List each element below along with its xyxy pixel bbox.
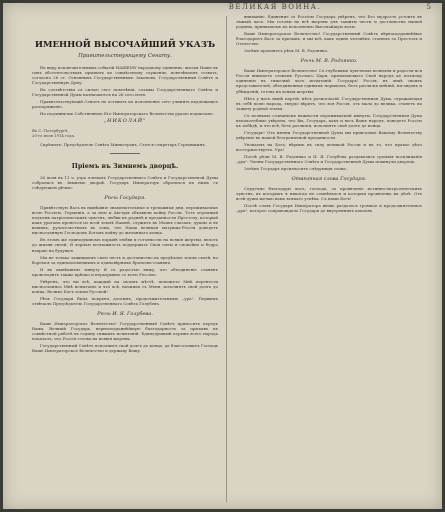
speech-paragraph: И въ нынѣшнюю минуту Я съ радостью вижу, что объединенiе славянъ происходитъ также крѣпко и неразрывно со всею Россiею. (32, 266, 218, 277)
speech-heading-golubev: Рѣчь И. Я. Голубева. (97, 311, 153, 317)
reply-speech-body (236, 186, 422, 213)
speech-paragraph: Привѣтствую Васъ въ нынѣшнiе знаменательные и тревожные дни, переживаемые всею Россiею. Германiя, а за нею и Австрiя объявили войну Россiи. Тотъ огромный подъемъ патрiотическихъ чувствъ, любви къ родинѣ и преданности Престолу, который какъ ураганъ пронесся по всей землѣ Нашей, служитъ въ Моихъ глазахъ, думаю и въ вашихъ, ручательствомъ въ томъ, что Наша великая матушка-Россiя доведетъ ниспосланную Господомъ Богомъ войну до желаннаго конца. (32, 205, 218, 236)
rodzyanko-paragraph: Съ полнымъ сознанiемъ важности переживаемой минуты, Государственная Дума непоколебимо увѣрена, что Вы, Государь, какъ и весь Вашъ народъ, поведете Россiю къ побѣдѣ, и что всѣ, безъ различiя, исполнятъ свой долгъ до конца. (236, 112, 422, 128)
speech-heading-tsar: Рѣчь Государя. (104, 195, 146, 202)
speech-paragraph: Въ этомъ же единодушномъ порывѣ любви и готовности на всякiя жертвы, вплоть до жизни своей, Я черпаю возможность поддержать Свои силы и спокойно и бодро взираю на будущее. (32, 237, 218, 253)
final-paragraph: Сердечно благодарю васъ, господа, за проявленiе истинно-патрiотическихъ чувствъ, въ которыхъ я никогда не сомнѣвался и которыя проявлены на дѣлѣ. Отъ всей души желаю вамъ всякаго успѣха. Съ нами Богъ! (236, 186, 422, 202)
signed-place-date: Въ С.-Петербургѣ, 20-го iюля 1914 года. (32, 128, 76, 139)
golubev-speech-body (32, 321, 218, 353)
speech-paragraph: Мы не только защищаемъ свою честь и достоинство въ предѣлахъ земли своей, но боремся за единоплеменныхъ и единовѣрныхъ братьевъ-славянъ. (32, 254, 218, 265)
section-separator (110, 153, 140, 154)
speech-heading-rodzyanko: Рѣчь М. В. Родзянко. (300, 58, 358, 65)
final-paragraph: Послѣ словъ Государя Императора вновь раздалось громкое и продолжительное „ура", которое сопровождало Государя до внутреннихъ покоевъ. (236, 203, 422, 214)
after-rodzyanko-paragraph: Послѣ рѣчи М. В. Родзянко и И. Я. Голубева раздавались громкiя восклицанiя „ура". Члены Государственнаго Совѣта и Государственной Думы покинули дворецъ. (236, 154, 422, 165)
after-speech-paragraph: Рѣчь Государя была покрыта долгимъ, продолжительнымъ „ура". Первымъ отвѣчалъ Предсѣдатель Государственнаго Совѣта Голубевъ. (32, 295, 218, 306)
intro-paragraph: Ваше Императорское Величество! Государственный Совѣтъ вѣрноподданнѣйше благодаритъ Васъ за призывъ, и мы всѣ, какъ одинъ человѣкъ, станемъ за Престолъ и Отечество. (236, 31, 422, 47)
countersign: Скрѣпилъ: Предсѣдатель Совѣта Министровъ, Статсъ-секретарь Горемыкинъ. (40, 142, 206, 148)
right-intro-body (236, 14, 422, 53)
rodzyanko-paragraph: Ваше Императорское Величество! Съ глубокимъ чувствомъ волненiя и радости вся Россiя внимаетъ словамъ Русскаго Царя, призывающаго Свой народъ къ полному единенiю въ тяжелый часъ испытанiй. Государь! Россiя, въ лицѣ своихъ представителей, объединенная единымъ порывомъ, безъ различiя мнѣнiй, взглядовъ и убѣжденiй, готова на всякiя жертвы. (236, 68, 422, 94)
rodzyanko-paragraph: Уповаемъ на Бога, вѣримъ въ силу великой Россiи и въ то, что правое дѣло восторжествуетъ. Ура! (236, 141, 422, 152)
column-divider (226, 16, 227, 502)
golubev-paragraph: Государственный Совѣтъ исполнитъ свой долгъ до конца, да благословитъ Господь Ваше Императорское Величество и державу Вашу. (32, 343, 218, 354)
decree-addressee: Правительствующему Сенату. (78, 53, 172, 59)
speech-paragraph: Увѣренъ, что вы всѣ, каждый на своемъ мѣстѣ, поможете Мнѣ перенести ниспосланное Мнѣ испытанiе и что всѣ, начиная съ Меня, исполнятъ свой долгъ до конца. Велико Богъ земли Русской! (32, 278, 218, 294)
decree-paragraph: Въ виду исключительныхъ событiй НАШЕМУ народному единенiю, желая Наше въ сихъ обстоятельствахъ призвать къ совмѣстному служенiю, повелѣваемъ созвать, согласно 26 ст. Основныхъ Государственныхъ Законовъ, Государственный Совѣтъ и Государственную Думу. (32, 65, 218, 86)
running-title: ВЕЛИКАЯ ВОЙНА. (228, 3, 322, 11)
imperial-signature: „НИКОЛАЙ" (103, 118, 147, 125)
decree-body (32, 65, 218, 116)
right-column (236, 14, 422, 504)
decree-title: ИМЕННОЙ ВЫСОЧАЙШИЙ УКАЗЪ (34, 40, 216, 50)
left-column (32, 14, 218, 504)
rodzyanko-paragraph: Нѣтъ у насъ нынѣ партiй, нѣтъ разногласiй. Государственная Дума, отражающая въ себѣ волю народа, твердо вѣритъ, что вся Россiя, отъ мала до велика, станетъ на защиту родной земли. (236, 95, 422, 111)
decree-paragraph: Правительствующiй Сенатъ не оставитъ къ исполненiю сего учинить надлежащее распоряженiе. (32, 99, 218, 110)
intro-paragraph: вниманiю. Единение съ Россiею Государь увѣренъ, что Его мудрость устоитъ въ тяжкiй часъ. Мы готовы на всѣ жертвы для защиты чести и достоинства нашей родины, принимаемъ къ исполненiю Высочайшую волю. (236, 14, 422, 30)
decree-paragraph: На подлинномъ Собственною Его Императорскаго Величества рукою подписано: (40, 111, 214, 117)
reception-paragraph: 26 iюля въ 11 ч. утра членамъ Государственнаго Совѣта и Государственной Думы собрались въ Зимнемъ дворцѣ. Государь Императоръ обратился къ нимъ съ слѣдующею рѣчью: (32, 175, 218, 191)
decree-paragraph: Въ соотвѣтствiи съ силою сего повелѣнiя, созывы Государственнаго Совѣта и Государственной Думы назначаются на 26 сего iюля. (32, 87, 218, 98)
rodzyanko-paragraph: Государь! Отъ имени Государственной Думы мы приносимъ Вашему Величеству увѣренiе въ нашей безграничной преданности. (236, 129, 422, 140)
page-number: 5 (426, 3, 431, 11)
rodzyanko-speech-body (236, 68, 422, 171)
intro-paragraph: Затѣмъ произнесъ рѣчь М. В. Родзянко. (244, 48, 329, 54)
reception-heading: Прiемъ въ Зимнемъ дворцѣ. (71, 162, 179, 171)
speech-heading-reply: Отвѣтная слова Государя. (291, 176, 367, 183)
tsar-speech-body (32, 205, 218, 306)
closing-paragraph: Затѣмъ Государь произноситъ слѣдующiя слова: (244, 166, 347, 172)
golubev-paragraph: Ваше Императорское Величество! Государственный Совѣтъ приноситъ передъ Вами, Великiй Государь, верноподданнѣйшую благодарность за призывъ къ совмѣстной работѣ въ годину тяжкихъ испытанiй. Единодушный порывъ всего народа показалъ, что Россiя готова на всякiя жертвы. (32, 321, 218, 342)
reception-body (32, 175, 218, 190)
